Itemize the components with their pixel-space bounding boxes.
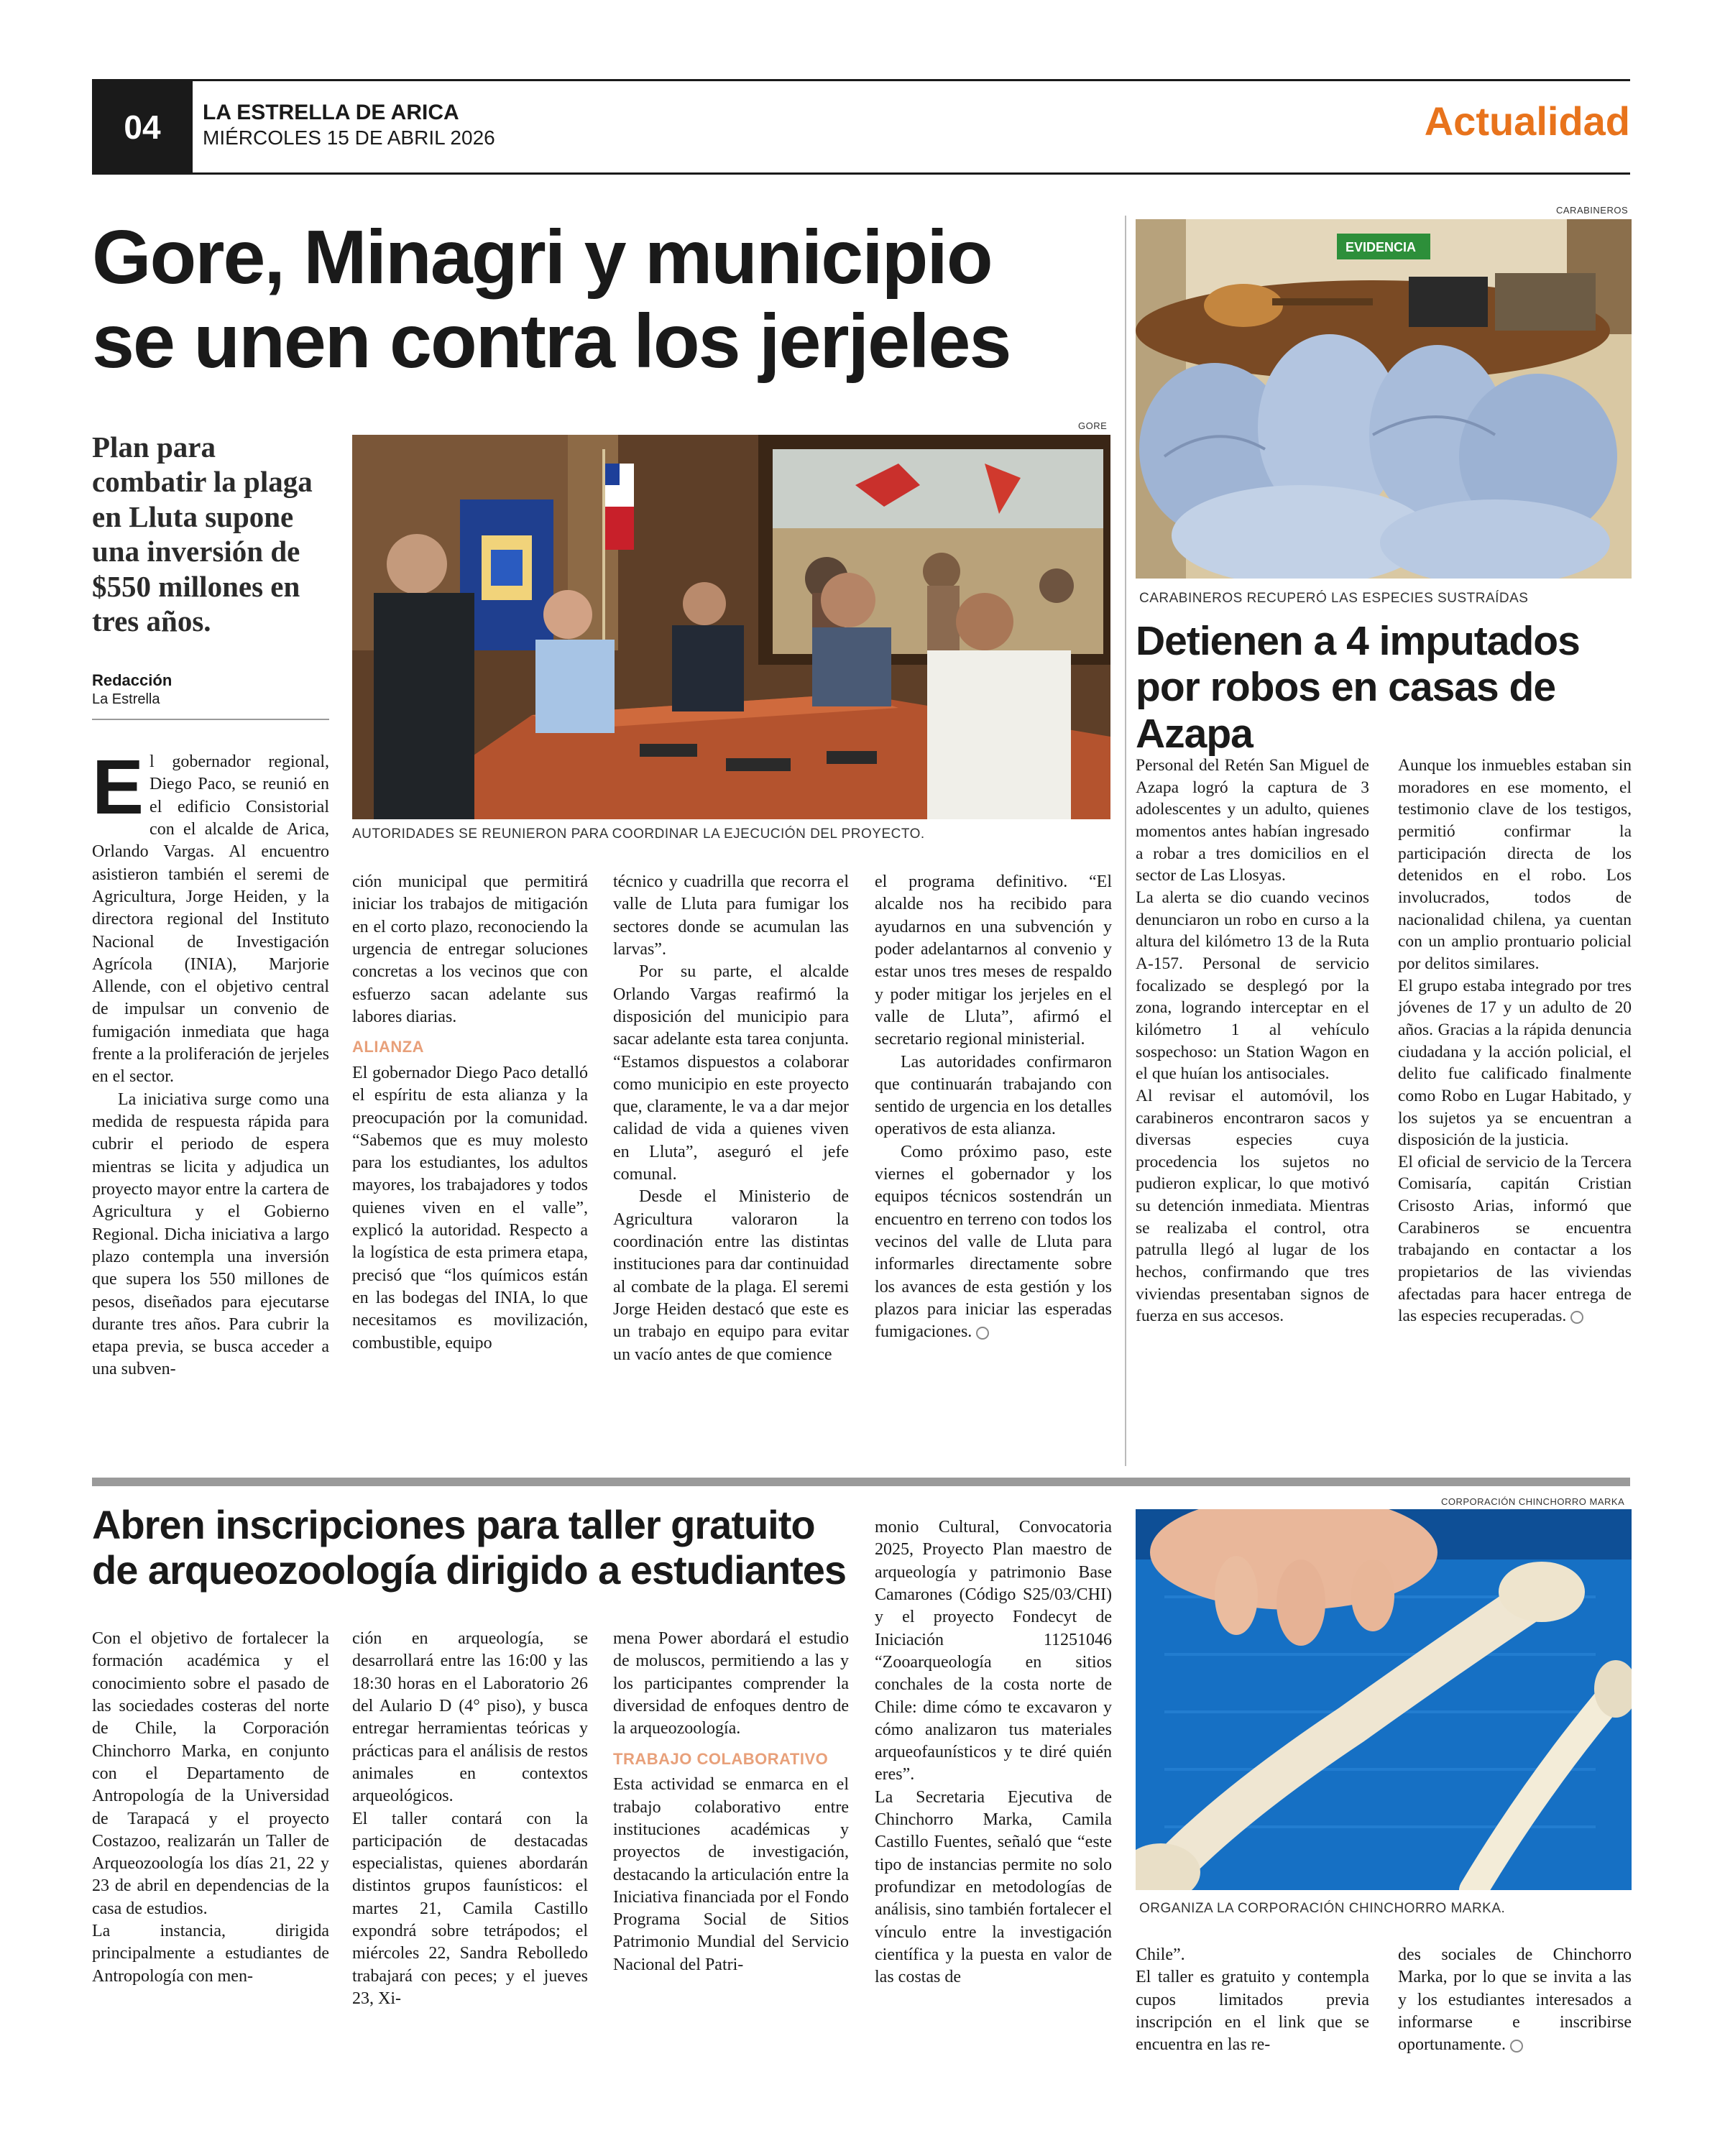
main-headline: [92, 216, 1127, 383]
photo-caption: AUTORIDADES SE REUNIERON PARA COORDINAR LA EJECUCIÓN DEL PROYECTO.: [352, 826, 925, 842]
article-paragraph: Personal del Retén San Miguel de Azapa logró la captura de 3 adolescentes y un adulto, quienes momentos antes habían ingresado a robar a tres domicilios en el sector de Las Llosyas.: [1136, 756, 1369, 885]
header-rule-top: [92, 79, 1630, 81]
column-divider: [1125, 216, 1126, 1466]
publication-name: LA ESTRELLA DE ARICA: [203, 101, 459, 124]
article-paragraph: Chile”.: [1136, 1945, 1185, 1964]
article-paragraph: el programa definitivo. “El alcalde nos ha recibido para ayudarnos en una subvención y poder adelantarnos al convenio y estar unos tres meses de respaldo y poder mitigar los jerjeles en el valle de Lluta”, afirmó el secretario regional ministerial.: [875, 872, 1112, 1049]
article-paragraph: ción municipal que permitirá iniciar los trabajos de mitigación en el corto plazo, reconociendo la urgencia de entregar soluciones concretas a los vecinos que con esfuerzo sacan adelante sus labores diarias.: [352, 872, 588, 1026]
author-name: Redacción: [92, 671, 172, 689]
main-story-column-1: [92, 743, 329, 1381]
evidence-sign: EVIDENCIA: [1346, 240, 1417, 254]
article-paragraph: Aunque los inmuebles estaban sin moradores en ese momento, el testimonio clave de los testigos, permitió confirmar la participación directa de los detenidos en el robo. Los involucrados, todos de nacionalidad chilena, ya cuentan con un amplio prontuario policial por delitos similares.: [1398, 756, 1632, 973]
article-paragraph: Con el objetivo de fortalecer la formación académica y el conocimiento sobre el pasado de las sociedades costeras del norte de Chile, la Corporación Chinchorro Marka, en conjunto con el Departamento de Antropología de la Universidad de Tarapacá y el proyecto Costazoo, realizarán un Taller de Arqueozoología los días 21, 22 y 23 de abril en dependencias de la casa de estudios.: [92, 1629, 329, 1918]
section-subhead: TRABAJO COLABORATIVO: [613, 1749, 829, 1768]
main-story-column-3: [613, 871, 849, 1366]
article-paragraph: Al revisar el automóvil, los carabineros encontraron sacos y diversas especies cuya procedencia los sujetos no pudieron explicar, lo que motivó su detención inmediata. Mientras se realizaba el control, otra patrulla llegó al lugar de los hechos, confirmando que tres viviendas presentaban signos de fuerza en sus accesos.: [1136, 1086, 1369, 1326]
right-headline: Detienen a 4 imputados por robos en casas de Azapa: [1136, 618, 1580, 757]
article-paragraph: Desde el Ministerio de Agricultura valoraron la coordinación entre las distintas instituciones para dar continuidad al combate de la plaga. El seremi Jorge Heiden destacó que este es un trabajo en equipo para evitar un vacío antes de que comience: [613, 1187, 849, 1364]
article-paragraph: El gobernador Diego Paco detalló el espíritu de esta alianza y la preocupación por la comunidad. “Sabemos que es muy molesto para los estudiantes, los adultos mayores, los trabajadores y todos quienes viven en el valle”, explicó la autoridad. Respecto a la logística de esta primera etapa, precisó que “los químicos están en las bodegas del INIA, lo que necesitamos es movilización, combustible, equipo: [352, 1063, 588, 1353]
main-story-column-2: [352, 871, 588, 1355]
main-headline-line2: se unen contra los jerjeles: [92, 298, 1011, 384]
bottom-story-column-6: [1398, 1944, 1632, 2057]
evidence-photo: [1136, 219, 1632, 579]
section-subhead: ALIANZA: [352, 1038, 425, 1056]
photo-credit: CORPORACIÓN CHINCHORRO MARKA: [1441, 1496, 1625, 1507]
article-paragraph: La instancia, dirigida principalmente a estudiantes de Antropología con men-: [92, 1922, 329, 1986]
bones-photo: [1136, 1509, 1632, 1890]
author-divider: [92, 719, 329, 720]
article-paragraph: ción en arqueología, se desarrollará entre las 16:00 y las 18:30 horas en el Laboratorio 26 del Aulario D (4° piso), y busca entregar herramientas teóricas y prácticas para el análisis de restos animales en contextos arqueológicos.: [352, 1629, 588, 1806]
photo-caption: ORGANIZA LA CORPORACIÓN CHINCHORRO MARKA.: [1139, 1901, 1506, 1916]
article-paragraph: El taller es gratuito y contempla cupos limitados previa inscripción en el link que se encuentra en las re-: [1136, 1968, 1369, 2055]
article-paragraph: El oficial de servicio de la Tercera Comisaría, capitán Cristian Crisosto Arias, informó que Carabineros se encuentra trabajando en contactar a los propietarios de las viviendas afectadas para hacer entrega de las especies recuperadas.: [1398, 1152, 1632, 1326]
end-mark-icon: [1570, 1311, 1583, 1324]
drop-cap: E: [92, 743, 144, 830]
header-rule-bottom: [92, 172, 1630, 175]
photo-credit: CARABINEROS: [1556, 205, 1629, 216]
right-story-column-2: [1398, 755, 1632, 1327]
article-paragraph: El taller contará con la participación de destacadas especialistas, quienes abordarán distintos grupos faunísticos: el martes 21, Camila Castillo expondrá sobre tetrápodos; el miércoles 22, Sandra Rebolledo trabajará con peces; y el jueves 23, Xi-: [352, 1809, 588, 2008]
end-mark-icon: [1510, 2040, 1523, 2053]
section-name: Actualidad: [1424, 98, 1630, 144]
bottom-headline-line2: de arqueozoología dirigido a estudiantes: [92, 1547, 847, 1593]
article-paragraph: l gobernador regional, Diego Paco, se reunió en el edificio Consistorial con el alcalde de Arica, Orlando Vargas. Al encuentro asistieron también el seremi de Agricultura, Jorge Heiden, y la directora regional del Instituto Nacional de Investigación Agrícola (INIA), Marjorie Allende, con el objetivo central de impulsar un convenio de fumigación inmediata que haga frente a la proliferación de jerjeles en el sector.: [92, 752, 329, 1087]
bottom-headline: [92, 1502, 883, 1593]
bottom-story-column-4: [875, 1516, 1112, 1989]
end-mark-icon: [976, 1327, 989, 1340]
main-subhead: Plan para combatir la plaga en Lluta supone una inversión de $550 millones en tres años.: [92, 430, 313, 637]
meeting-photo: [352, 435, 1110, 819]
bottom-story-column-5: [1136, 1944, 1369, 2057]
publication-date: MIÉRCOLES 15 DE ABRIL 2026: [203, 126, 495, 149]
article-paragraph: La Secretaria Ejecutiva de Chinchorro Marka, Camila Castillo Fuentes, señaló que “este tipo de instancias permite no solo profundizar en metodologías de análisis, sino también fortalecer el vínculo entre la investigación científica y la puesta en valor de las costas de: [875, 1787, 1112, 1987]
article-paragraph: Esta actividad se enmarca en el trabajo colaborativo entre instituciones académicas y proyectos de investigación, destacando la articulación entre la Iniciativa financiada por el Fondo Programa Social de Sitios Patrimonio Mundial del Servicio Nacional del Patri-: [613, 1775, 849, 1974]
bottom-story-column-2: [352, 1628, 588, 2010]
article-paragraph: La iniciativa surge como una medida de respuesta rápida para cubrir el periodo de espera mientras se licita y adjudica un proyecto mayor entre la cartera de Agricultura y el Gobierno Regional. Dicha iniciativa a largo plazo contempla una inversión que supera los 550 millones de pesos, diseñados para ejecutarse durante tres años. Para cubrir la etapa previa, se busca acceder a una subven-: [92, 1089, 329, 1379]
article-paragraph: El grupo estaba integrado por tres jóvenes de 17 y un adulto de 20 años. Gracias a la rápida denuncia ciudadana y la acción policial, el delito fue calificado finalmente como Robo en Lugar Habitado, y los sujetos ya se encuentran a disposición de la justicia.: [1398, 976, 1632, 1150]
main-headline-line1: Gore, Minagri y municipio: [92, 215, 992, 300]
bottom-story-column-3: [613, 1628, 849, 1976]
article-paragraph: Las autoridades confirmaron que continuarán trabajando con sentido de urgencia en los detalles operativos de esta alianza.: [875, 1052, 1112, 1139]
right-story-column-1: [1136, 755, 1369, 1327]
section-band: [92, 1478, 1630, 1486]
photo-caption: CARABINEROS RECUPERÓ LAS ESPECIES SUSTRAÍDAS: [1139, 591, 1529, 606]
bottom-story-column-1: [92, 1628, 329, 1988]
article-paragraph: técnico y cuadrilla que recorra el valle de Lluta para fumigar los sectores donde se acumulan las larvas”.: [613, 872, 849, 959]
article-paragraph: des sociales de Chinchorro Marka, por lo que se invita a las y los estudiantes interesados a informarse e inscribirse oportunamente.: [1398, 1945, 1632, 2055]
author-org: La Estrella: [92, 691, 160, 707]
photo-credit: GORE: [1078, 420, 1108, 431]
bottom-headline-line1: Abren inscripciones para taller gratuito: [92, 1502, 815, 1547]
article-paragraph: monio Cultural, Convocatoria 2025, Proyecto Plan maestro de arqueología y patrimonio Base Camarones (Código S25/03/CHI) y el proyecto Fondecyt de Iniciación 11251046 “Zooarqueología en sitios conchales de la costa norte de Chile: dime cómo te excavaron y cómo analizaron tus materiales arqueofaunísticos y te diré quién eres”.: [875, 1518, 1112, 1784]
main-story-column-4: [875, 871, 1112, 1344]
article-paragraph: mena Power abordará el estudio de moluscos, permitiendo a las y los participantes comprender la diversidad de enfoques dentro de la arqueozoología.: [613, 1629, 849, 1738]
article-paragraph: Como próximo paso, este viernes el gobernador y los equipos técnicos sostendrán un encuentro en terreno con todos los vecinos del valle de Lluta para informarles directamente sobre los avances de esta gestión y los plazos para iniciar las esperadas fumigaciones.: [875, 1142, 1112, 1342]
article-paragraph: Por su parte, el alcalde Orlando Vargas reafirmó la disposición del municipio para sacar adelante esta tarea conjunta. “Estamos dispuestos a colaborar como municipio en este proyecto que, claramente, le va a dar mejor calidad de vida a quienes viven en Lluta”, aseguró el jefe comunal.: [613, 962, 849, 1184]
article-paragraph: La alerta se dio cuando vecinos denunciaron un robo en curso a la altura del kilómetro 13 de la Ruta A-157. Personal de servicio focalizado se desplegó por la zona, logrando interceptar en el kilómetro 1 al vehículo sospechoso: un Station Wagon en el que huían los antisociales.: [1136, 888, 1369, 1084]
page-number: 04: [92, 79, 193, 175]
